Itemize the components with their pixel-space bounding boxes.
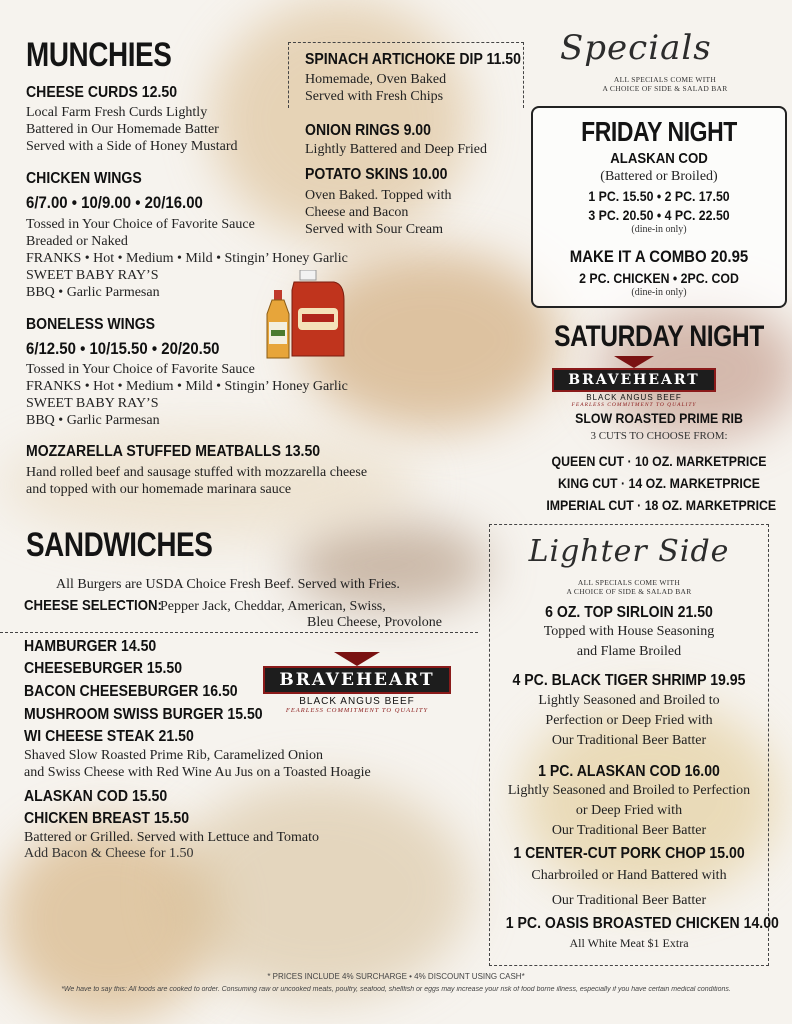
- top-sirloin-desc: [489, 622, 769, 662]
- imperial-cut: IMPERIAL CUT · 18 OZ. MARKETPRICE: [546, 497, 777, 513]
- friday-price-line-1: 1 PC. 15.50 • 2 PC. 17.50: [588, 188, 730, 204]
- desc-line: Tossed in Your Choice of Favorite Sauce: [26, 362, 255, 377]
- friday-combo: MAKE IT A COMBO 20.95: [569, 247, 749, 266]
- desc-line: or Deep Fried with: [575, 803, 683, 818]
- desc-line: Shaved Slow Roasted Prime Rib, Caramelized Onion: [24, 748, 324, 763]
- queen-cut: QUEEN CUT · 10 OZ. MARKETPRICE: [551, 453, 767, 469]
- desc-line: Local Farm Fresh Curds Lightly: [26, 105, 208, 120]
- chicken-breast-desc: Battered or Grilled. Served with Lettuce and Tomato: [24, 830, 320, 845]
- saturday-night-content: [531, 410, 787, 513]
- logo-brand: BRAVEHEART: [552, 368, 715, 392]
- friday-night-content: [531, 116, 787, 298]
- desc-line: BBQ • Garlic Parmesan: [26, 413, 160, 428]
- logo-sub: BLACK ANGUS BEEF: [299, 696, 415, 707]
- desc-line: SWEET BABY RAY’S: [26, 396, 159, 411]
- food-safety-disclaimer: *We have to say this: All foods are cooked to order. Consuming raw or uncooked meats, poultry, seafood, shellfish or eggs may increase your risk of food borne illness, especially if you have certain medical conditions.: [61, 986, 731, 993]
- saturday-night-title: SATURDAY NIGHT: [554, 320, 764, 353]
- meatballs-name: MOZZARELLA STUFFED MEATBALLS 13.50: [26, 443, 321, 460]
- desc-line: Served with Sour Cream: [305, 222, 444, 237]
- note-line: ALL SPECIALS COME WITH: [613, 75, 717, 84]
- alaskan-cod-light: 1 PC. ALASKAN COD 16.00: [538, 763, 720, 780]
- cheeseburger: CHEESEBURGER 15.50: [24, 660, 183, 677]
- cheese-curds-desc: [26, 104, 238, 155]
- hamburger: HAMBURGER 14.50: [24, 638, 157, 655]
- wi-cheese-steak: WI CHEESE STEAK 21.50: [24, 728, 194, 745]
- bacon-cheeseburger: BACON CHEESEBURGER 16.50: [24, 683, 238, 700]
- boneless-wings-name: BONELESS WINGS: [26, 316, 156, 333]
- potato-skins-name: POTATO SKINS 10.00: [305, 166, 448, 183]
- onion-rings-desc: Lightly Battered and Deep Fried: [305, 142, 487, 157]
- boneless-wings-prices: 6/12.50 • 10/15.50 • 20/20.50: [26, 339, 220, 358]
- mushroom-swiss-burger: MUSHROOM SWISS BURGER 15.50: [24, 706, 263, 723]
- desc-line: and Swiss Cheese with Red Wine Au Jus on a Toasted Hoagie: [24, 765, 371, 780]
- note-line: A CHOICE OF SIDE & SALAD BAR: [602, 84, 728, 93]
- pork-chop-desc: [489, 863, 769, 913]
- friday-dine-in-note: (dine-in only): [631, 224, 687, 235]
- logo-tagline: FEARLESS COMMITMENT TO QUALITY: [285, 707, 429, 714]
- black-tiger-shrimp: 4 PC. BLACK TIGER SHRIMP 19.95: [512, 672, 746, 689]
- franks-sauce-jug-image: [290, 270, 346, 358]
- cheese-steak-desc: [24, 747, 371, 781]
- prices-footnote: * PRICES INCLUDE 4% SURCHARGE • 4% DISCOUNT USING CASH*: [267, 972, 525, 981]
- desc-line: SWEET BABY RAY’S: [26, 268, 159, 283]
- desc-line: BBQ • Garlic Parmesan: [26, 285, 160, 300]
- shrimp-desc: [489, 691, 769, 751]
- desc-line: Topped with House Seasoning: [543, 624, 715, 639]
- cod-desc: [489, 781, 769, 841]
- sandwich-divider: [0, 632, 478, 633]
- cheese-selection-line-2: Bleu Cheese, Provolone: [307, 615, 442, 630]
- braveheart-logo-small: [554, 356, 714, 408]
- meatballs-desc: [26, 464, 367, 498]
- lighter-side-note: [489, 578, 769, 596]
- friday-combo-dine-in-note: (dine-in only): [631, 287, 687, 298]
- top-sirloin: 6 OZ. TOP SIRLOIN 21.50: [545, 604, 713, 621]
- cuts-note: 3 CUTS TO CHOOSE FROM:: [590, 430, 728, 442]
- desc-line: Cheese and Bacon: [305, 205, 409, 220]
- braveheart-logo-large: [262, 652, 452, 714]
- braveheart-crest-icon: [334, 652, 380, 666]
- desc-line: Lightly Seasoned and Broiled to: [538, 693, 720, 708]
- desc-line: Homemade, Oven Baked: [305, 72, 447, 87]
- braveheart-crest-icon: [614, 356, 654, 368]
- desc-line: Tossed in Your Choice of Favorite Sauce: [26, 217, 255, 232]
- potato-skins-desc: [305, 187, 452, 238]
- desc-line: Charbroiled or Hand Battered with: [531, 868, 727, 883]
- food-photo-wash: [170, 780, 470, 1000]
- alaskan-cod-sandwich: ALASKAN COD 15.50: [24, 788, 168, 805]
- friday-night-subtitle: ALASKAN COD: [610, 150, 708, 167]
- note-line: ALL SPECIALS COME WITH: [577, 578, 681, 587]
- desc-line: Lightly Seasoned and Broiled to Perfection: [507, 783, 751, 798]
- cheese-curds-name: CHEESE CURDS 12.50: [26, 84, 178, 101]
- bacon-cheese-addon: Add Bacon & Cheese for 1.50: [24, 846, 194, 861]
- logo-brand: BRAVEHEART: [263, 666, 450, 694]
- desc-line: FRANKS • Hot • Medium • Mild • Stingin’ Honey Garlic: [26, 379, 348, 394]
- broasted-chicken-desc: All White Meat $1 Extra: [569, 936, 689, 950]
- chicken-wings-name: CHICKEN WINGS: [26, 170, 142, 187]
- sandwiches-heading: SANDWICHES: [26, 526, 213, 564]
- desc-line: Our Traditional Beer Batter: [551, 893, 707, 908]
- cheese-selection-label: CHEESE SELECTION:: [24, 597, 162, 614]
- desc-line: Our Traditional Beer Batter: [551, 823, 707, 838]
- friday-night-method: (Battered or Broiled): [600, 169, 718, 184]
- lighter-side-items: [489, 604, 779, 952]
- desc-line: Breaded or Naked: [26, 234, 128, 249]
- friday-combo-desc: 2 PC. CHICKEN • 2PC. COD: [579, 270, 739, 286]
- boneless-wings-desc: [26, 361, 348, 429]
- king-cut: KING CUT · 14 OZ. MARKETPRICE: [558, 475, 760, 491]
- desc-line: Perfection or Deep Fried with: [545, 713, 713, 728]
- desc-line: FRANKS • Hot • Medium • Mild • Stingin’ Honey Garlic: [26, 251, 348, 266]
- lighter-side-heading: Lighter Side: [528, 534, 730, 569]
- note-line: A CHOICE OF SIDE & SALAD BAR: [566, 587, 692, 596]
- specials-note: [560, 75, 770, 93]
- pork-chop: 1 CENTER-CUT PORK CHOP 15.00: [513, 845, 745, 862]
- onion-rings-name: ONION RINGS 9.00: [305, 122, 431, 139]
- logo-sub: BLACK ANGUS BEEF: [586, 393, 682, 402]
- friday-price-line-2: 3 PC. 20.50 • 4 PC. 22.50: [588, 207, 730, 223]
- food-photo-wash: [290, 520, 490, 610]
- prime-rib: SLOW ROASTED PRIME RIB: [575, 410, 743, 426]
- desc-line: Battered in Our Homemade Batter: [26, 122, 219, 137]
- cheese-selection-line-1: Pepper Jack, Cheddar, American, Swiss,: [160, 599, 386, 614]
- desc-line: Oven Baked. Topped with: [305, 188, 452, 203]
- specials-heading: Specials: [560, 28, 712, 68]
- desc-line: and Flame Broiled: [576, 644, 682, 659]
- chicken-wings-prices: 6/7.00 • 10/9.00 • 20/16.00: [26, 193, 203, 212]
- chicken-breast-sandwich: CHICKEN BREAST 15.50: [24, 810, 190, 827]
- logo-tagline: FEARLESS COMMITMENT TO QUALITY: [571, 402, 697, 408]
- broasted-chicken: 1 PC. OASIS BROASTED CHICKEN 14.00: [505, 915, 779, 932]
- spinach-dip-desc: [305, 71, 446, 105]
- honey-garlic-sauce-bottle-image: [264, 290, 292, 360]
- desc-line: Served with a Side of Honey Mustard: [26, 139, 238, 154]
- munchies-heading: MUNCHIES: [26, 36, 172, 74]
- friday-night-title: FRIDAY NIGHT: [581, 116, 737, 147]
- sandwiches-intro: All Burgers are USDA Choice Fresh Beef. Served with Fries.: [56, 577, 400, 592]
- desc-line: Our Traditional Beer Batter: [551, 733, 707, 748]
- desc-line: and topped with our homemade marinara sauce: [26, 482, 292, 497]
- desc-line: Hand rolled beef and sausage stuffed with mozzarella cheese: [26, 465, 368, 480]
- spinach-dip-name: SPINACH ARTICHOKE DIP 11.50: [305, 51, 521, 68]
- desc-line: Served with Fresh Chips: [305, 89, 444, 104]
